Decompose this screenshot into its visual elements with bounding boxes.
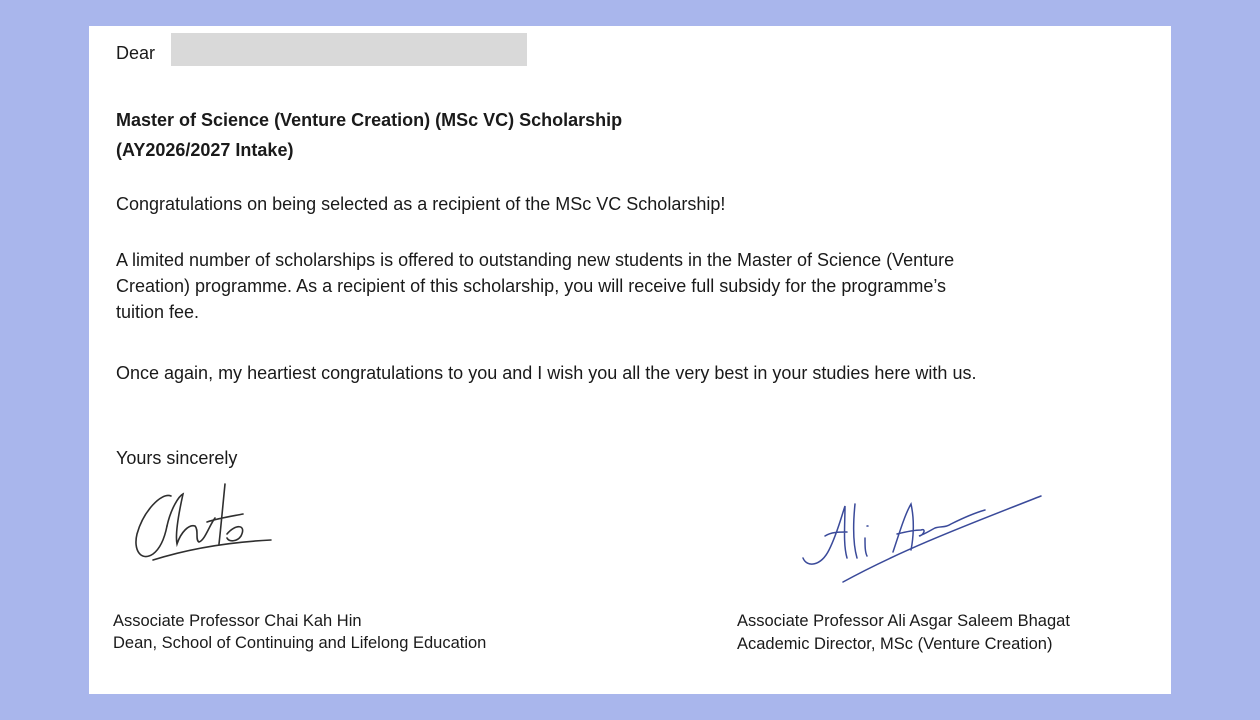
signature-ali-asgar	[795, 488, 1045, 590]
title-line-1: Master of Science (Venture Creation) (MSc VC) Scholarship	[116, 110, 623, 130]
title-line-2: (AY2026/2027 Intake)	[116, 140, 294, 160]
signature-stroke	[843, 496, 1041, 582]
paragraph2-line-2: Creation) programme. As a recipient of this scholarship, you will receive full subsidy for the programme’s	[116, 276, 947, 296]
paragraph-congratulations: Congratulations on being selected as a recipient of the MSc VC Scholarship!	[116, 194, 726, 214]
scholarship-letter	[89, 26, 1171, 694]
paragraph-closing-wishes: Once again, my heartiest congratulations to you and I wish you all the very best in your studies here with us.	[116, 363, 977, 383]
paragraph2-line-1: A limited number of scholarships is offered to outstanding new students in the Master of Science (Venture	[116, 250, 955, 270]
signature-stroke	[207, 484, 243, 544]
signature-stroke	[136, 495, 171, 556]
signatory-1-block	[113, 610, 486, 654]
signatory-2-role: Academic Director, MSc (Venture Creation)	[737, 635, 1053, 653]
closing-phrase: Yours sincerely	[116, 448, 238, 468]
signature-stroke	[167, 494, 215, 544]
signature-stroke	[153, 540, 271, 560]
signatory-2-block	[737, 610, 1070, 656]
redacted-recipient-name	[171, 33, 527, 66]
signature-chai-kah-hin	[131, 478, 276, 566]
signature-stroke	[803, 506, 847, 564]
letter-title	[116, 105, 622, 165]
paragraph2-line-3: tuition fee.	[116, 302, 200, 322]
salutation: Dear	[116, 43, 156, 63]
paragraph-scholarship-details	[116, 247, 1136, 325]
signatory-1-name: Associate Professor Chai Kah Hin	[113, 612, 362, 630]
signature-stroke	[854, 504, 868, 558]
signatory-1-role: Dean, School of Continuing and Lifelong Education	[113, 634, 487, 652]
signatory-2-name: Associate Professor Ali Asgar Saleem Bhagat	[737, 612, 1070, 630]
signature-stroke	[893, 504, 985, 552]
